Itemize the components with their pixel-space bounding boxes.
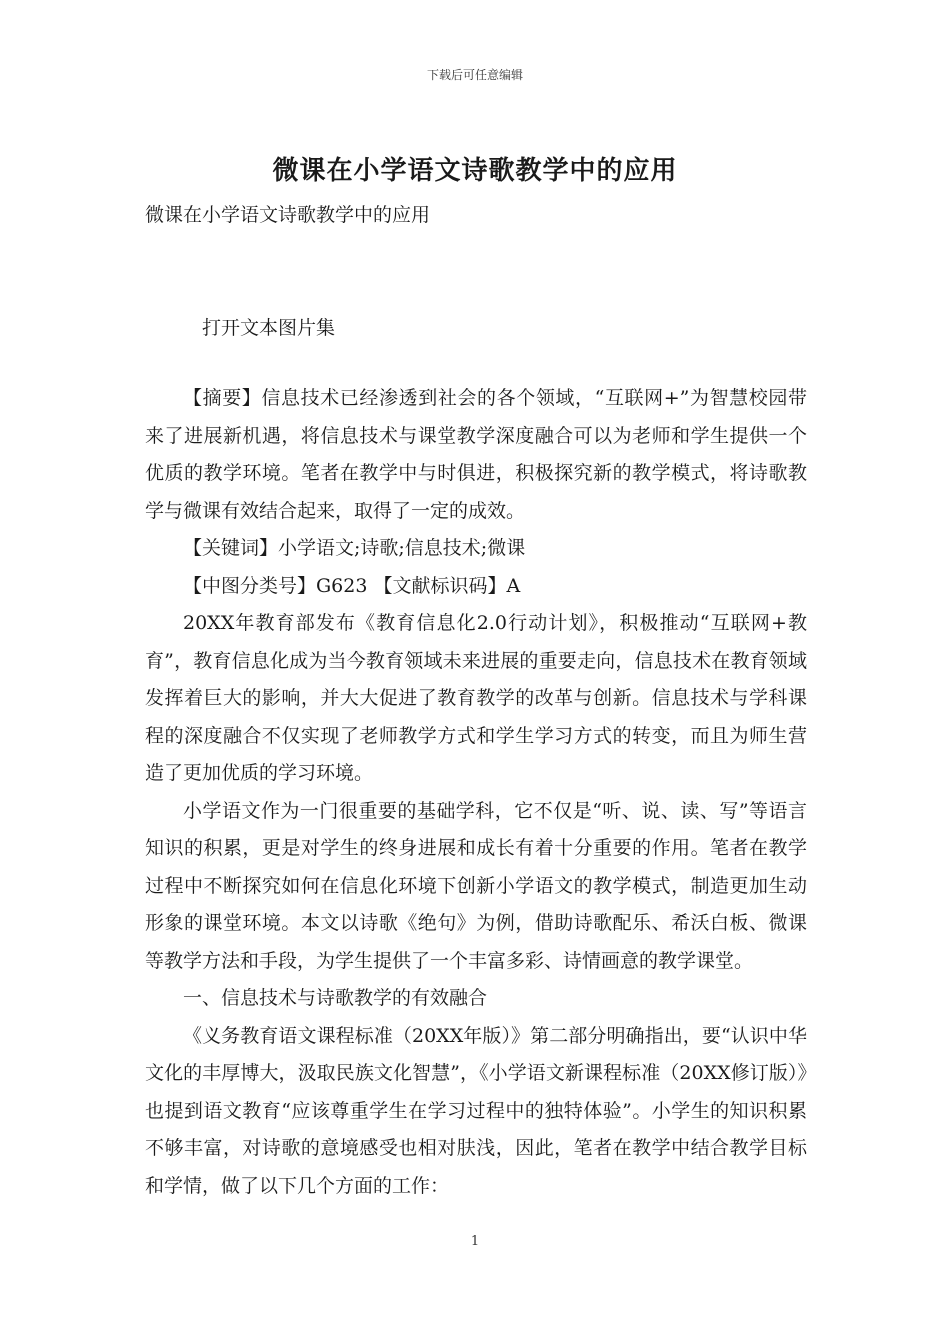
body-paragraph: 小学语文作为一门很重要的基础学科，它不仅是“听、说、读、写”等语言知识的积累，更是对学生的终身进展和成长有着十分重要的作用。笔者在教学过程中不断探究如何在信息化环境下创新小学语文的教学模式，制造更加生动形象的课堂环境。本文以诗歌《绝句》为例，借助诗歌配乐、希沃白板、微课等教学方法和手段，为学生提供了一个丰富多彩、诗情画意的教学课堂。 bbox=[145, 799, 807, 972]
keywords-paragraph: 【关键词】小学语文;诗歌;信息技术;微课 bbox=[183, 537, 526, 559]
section-heading: 一、信息技术与诗歌教学的有效融合 bbox=[183, 987, 488, 1009]
header-note: 下载后可任意编辑 bbox=[426, 68, 523, 82]
document-title: 微课在小学语文诗歌教学中的应用 bbox=[272, 156, 678, 186]
document-subtitle: 微课在小学语文诗歌教学中的应用 bbox=[145, 204, 431, 226]
body-paragraph: 20XX年教育部发布《教育信息化2.0行动计划》，积极推动“互联网+教育”，教育信息化成为当今教育领域未来进展的重要走向，信息技术在教育领域发挥着巨大的影响，并大大促进了教育教学的改革与创新。信息技术与学科课程的深度融合不仅实现了老师教学方式和学生学习方式的转变，而且为师生营造了更加优质的学习环境。 bbox=[145, 612, 807, 784]
document-body bbox=[145, 380, 807, 1205]
page-number: 1 bbox=[470, 1234, 480, 1249]
body-paragraph: 《义务教育语文课程标准（20XX年版）》第二部分明确指出，要“认识中华文化的丰厚博大，汲取民族文化智慧”，《小学语文新课程标准（20XX修订版）》也提到语文教育“应该尊重学生在学习过程中的独特体验”。小学生的知识积累不够丰富，对诗歌的意境感受也相对肤浅，因此，笔者在教学中结合教学目标和学情，做了以下几个方面的工作： bbox=[145, 1024, 807, 1197]
classification-paragraph: 【中图分类号】G623 【文献标识码】A bbox=[183, 574, 521, 597]
open-gallery-link[interactable]: 打开文本图片集 bbox=[202, 317, 336, 339]
abstract-paragraph: 【摘要】信息技术已经渗透到社会的各个领域，“互联网+”为智慧校园带来了进展新机遇，将信息技术与课堂教学深度融合可以为老师和学生提供一个优质的教学环境。笔者在教学中与时俱进，积极探究新的教学模式，将诗歌教学与微课有效结合起来，取得了一定的成效。 bbox=[145, 387, 807, 522]
